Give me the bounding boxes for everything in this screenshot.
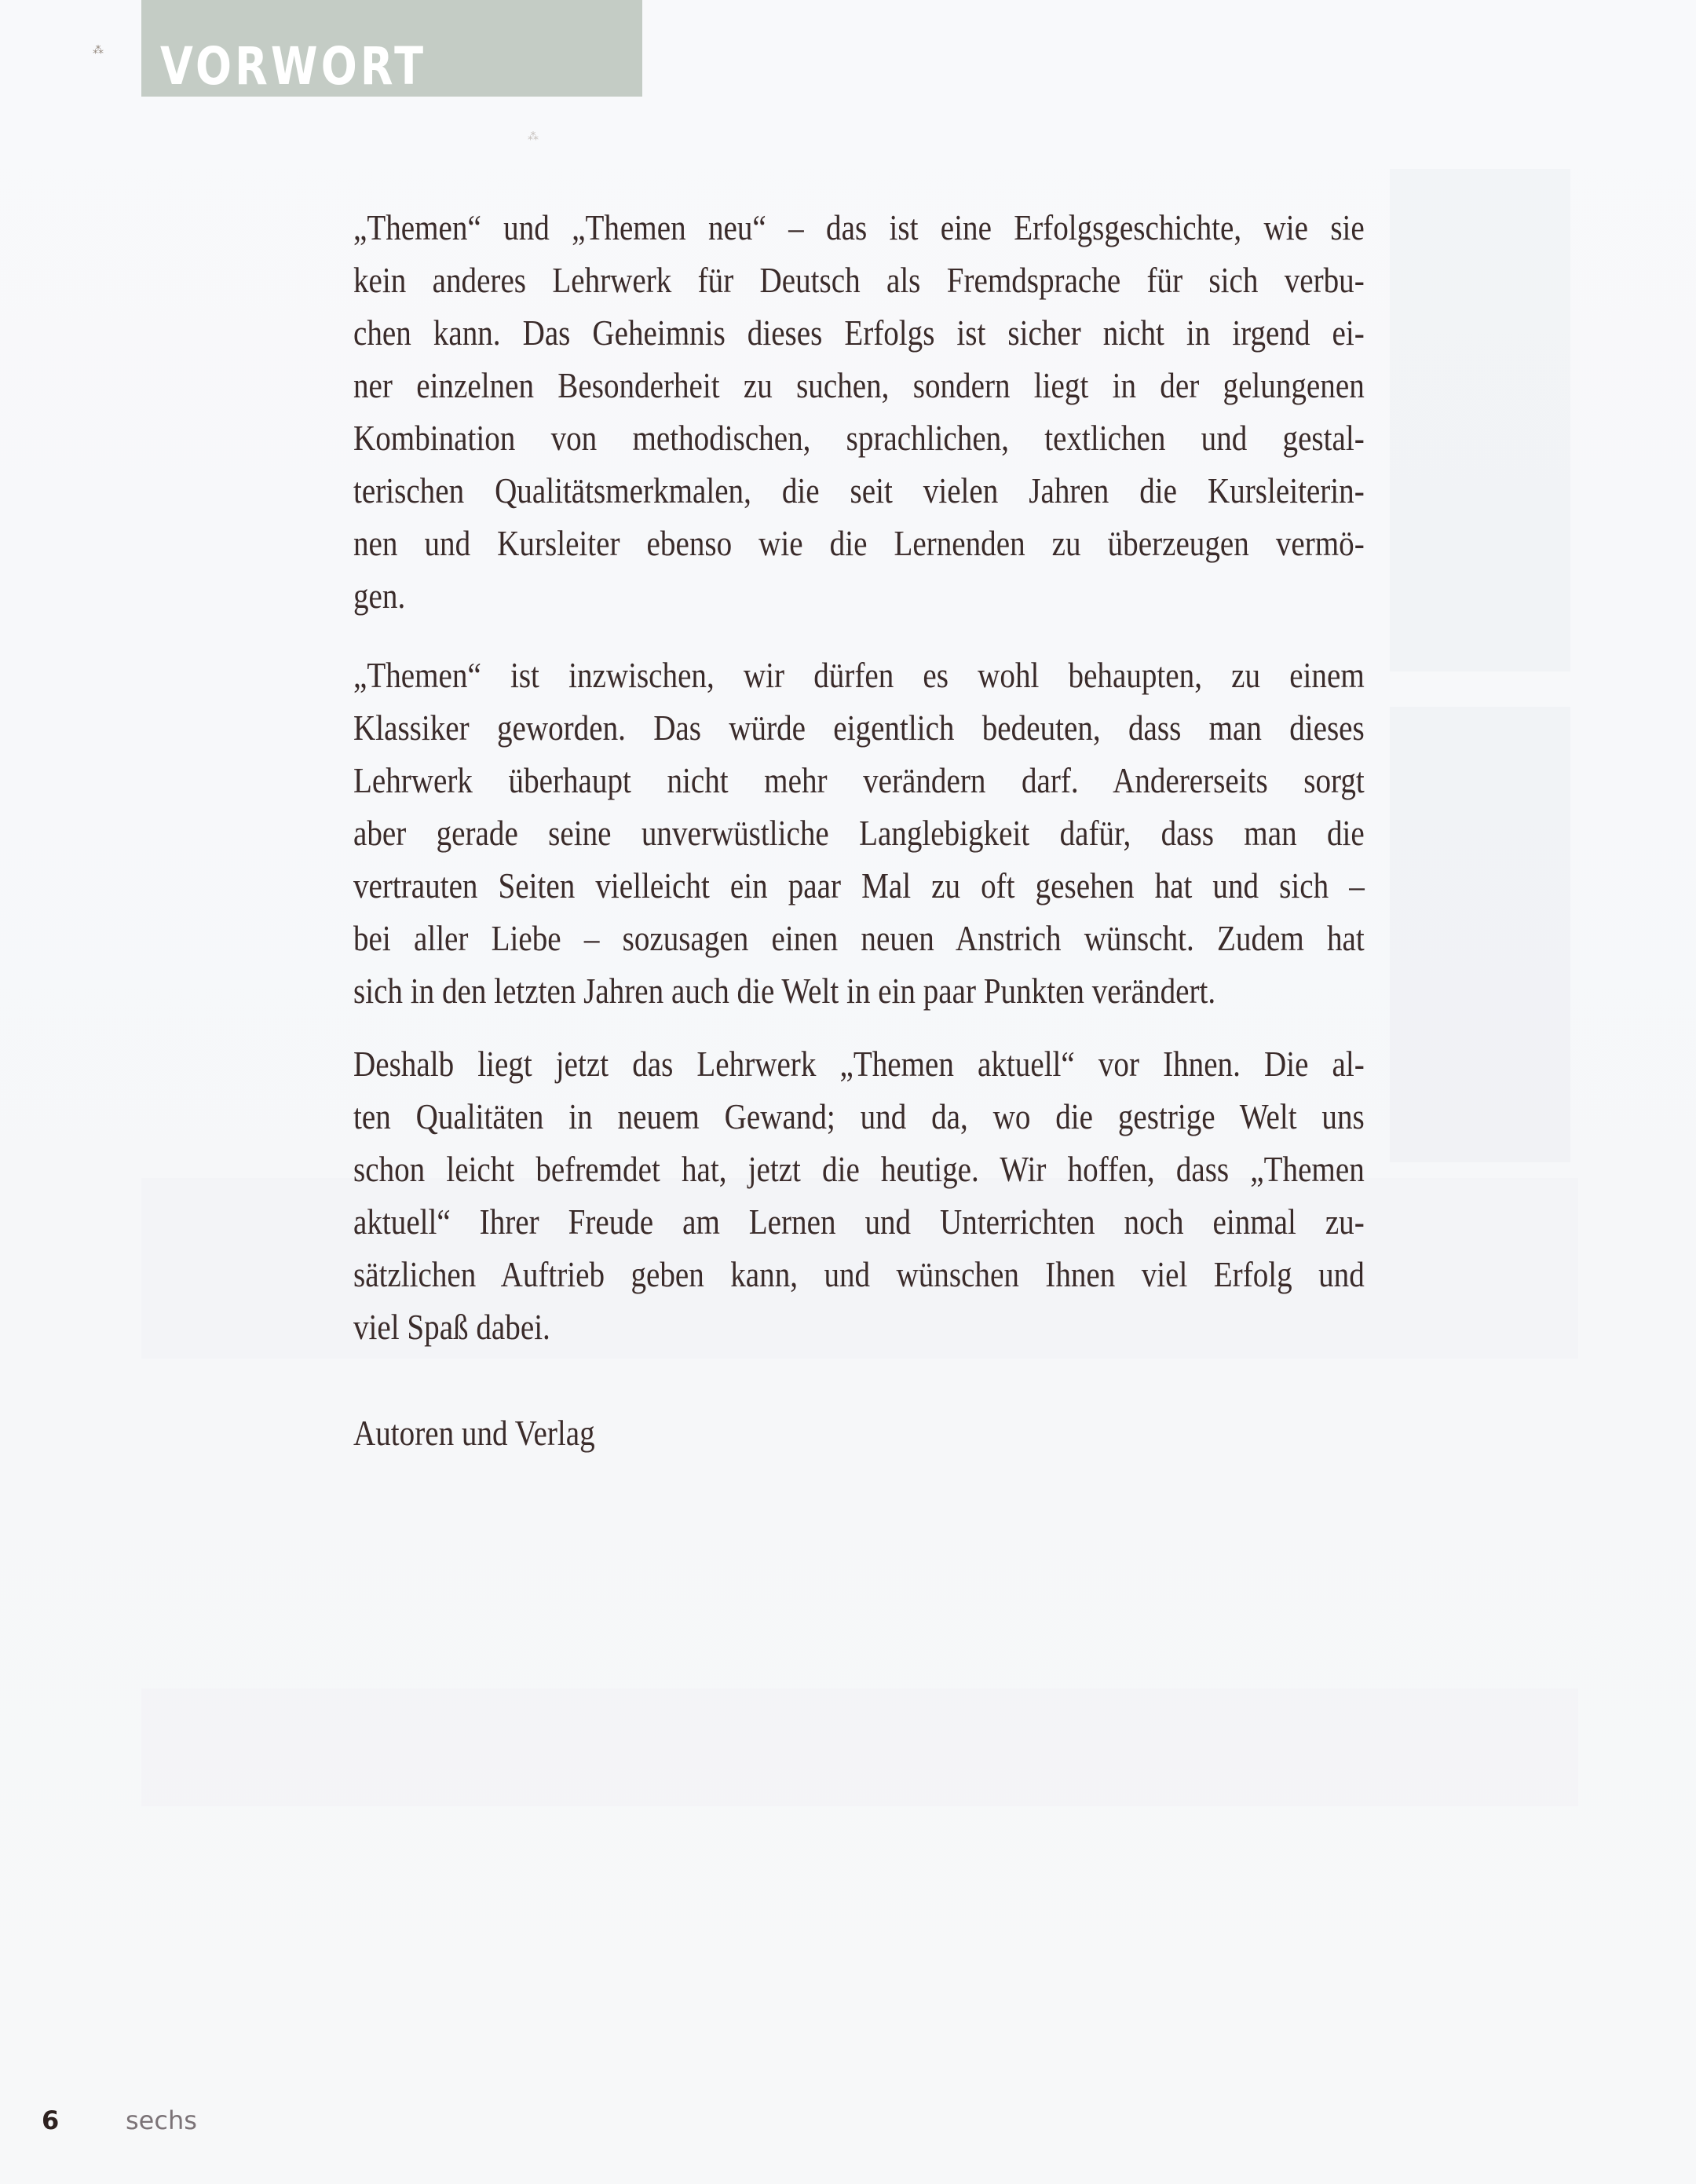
signature: Autoren und Verlag: [353, 1413, 595, 1453]
text-line: nen und Kursleiter ebenso wie die Lernenden zu überzeugen vermö-: [353, 523, 1365, 563]
section-title: VORWORT: [160, 36, 427, 97]
reverse-side-bleed: [1390, 707, 1570, 1162]
text-line: ner einzelnen Besonderheit zu suchen, sondern liegt in der gelungenen: [353, 365, 1365, 405]
paper-speck: ⁂: [93, 45, 104, 57]
text-line: Deshalb liegt jetzt das Lehrwerk „Themen aktuell“ vor Ihnen. Die al-: [353, 1044, 1365, 1084]
text-line: kein anderes Lehrwerk für Deutsch als Fremdsprache für sich verbu-: [353, 260, 1365, 300]
text-line: sich in den letzten Jahren auch die Welt in ein paar Punkten verändert.: [353, 971, 1216, 1011]
text-line: Klassiker geworden. Das würde eigentlich bedeuten, dass man dieses: [353, 708, 1365, 748]
text-line: viel Spaß dabei.: [353, 1307, 550, 1347]
reverse-side-bleed: [1390, 169, 1570, 671]
paper-speck: ⁂: [528, 131, 539, 143]
text-line: vertrauten Seiten vielleicht ein paar Mal zu oft gesehen hat und sich –: [353, 865, 1365, 905]
text-line: bei aller Liebe – sozusagen einen neuen Anstrich wünscht. Zudem hat: [353, 918, 1365, 958]
text-line: aktuell“ Ihrer Freude am Lernen und Unterrichten noch einmal zu-: [353, 1202, 1365, 1242]
text-line: Lehrwerk überhaupt nicht mehr verändern darf. Andererseits sorgt: [353, 760, 1365, 800]
reverse-side-bleed: [141, 1688, 1578, 1806]
text-line: aber gerade seine unverwüstliche Langlebigkeit dafür, dass man die: [353, 813, 1365, 853]
text-line: terischen Qualitätsmerkmalen, die seit vielen Jahren die Kursleiterin-: [353, 470, 1365, 510]
text-line: Kombination von methodischen, sprachlichen, textlichen und gestal-: [353, 418, 1365, 458]
text-line: gen.: [353, 576, 406, 616]
section-header-block: [141, 0, 642, 97]
text-line: schon leicht befremdet hat, jetzt die heutige. Wir hoffen, dass „Themen: [353, 1149, 1365, 1189]
page-number: 6: [42, 2105, 60, 2135]
text-line: ten Qualitäten in neuem Gewand; und da, wo die gestrige Welt uns: [353, 1096, 1365, 1136]
text-line: „Themen“ ist inzwischen, wir dürfen es wohl behaupten, zu einem: [353, 655, 1365, 695]
text-line: chen kann. Das Geheimnis dieses Erfolgs ist sicher nicht in irgend ei-: [353, 313, 1365, 353]
text-line: sätzlichen Auftrieb geben kann, und wünschen Ihnen viel Erfolg und: [353, 1254, 1365, 1294]
text-line: „Themen“ und „Themen neu“ – das ist eine Erfolgsgeschichte, wie sie: [353, 207, 1365, 247]
page-number-word: sechs: [126, 2105, 197, 2135]
